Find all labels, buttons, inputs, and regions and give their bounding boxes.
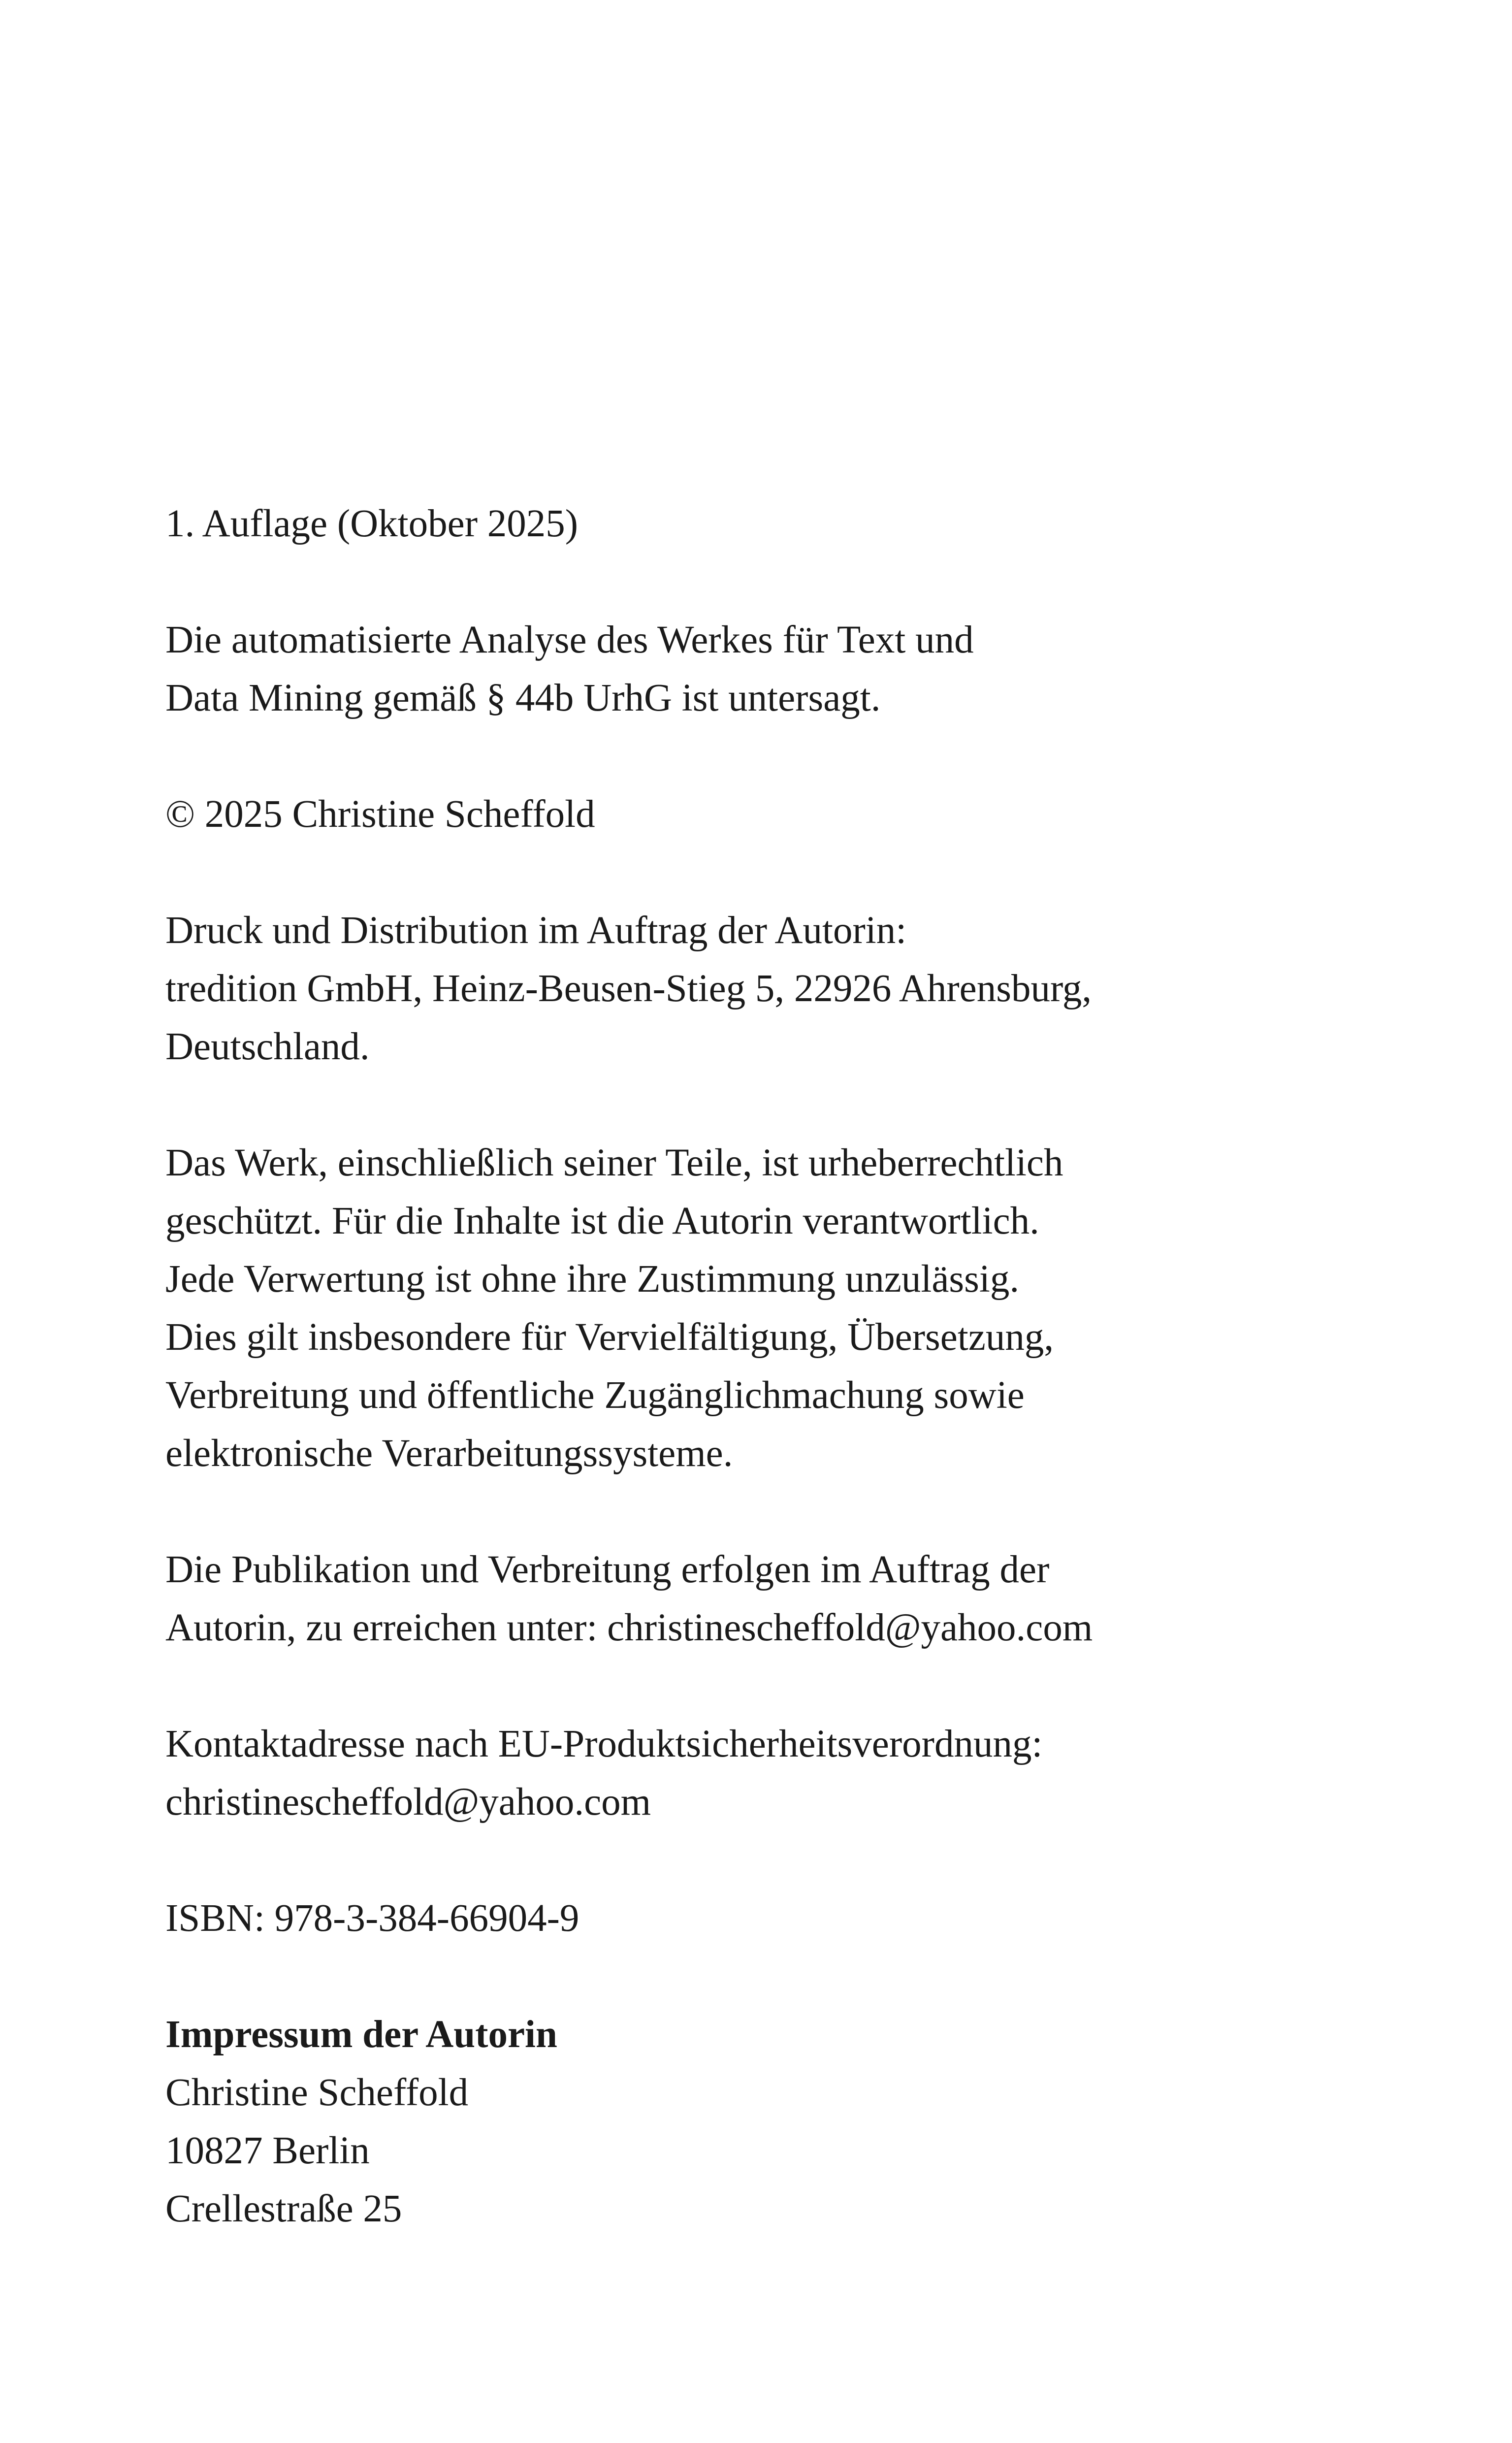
imprint-block: [165, 2006, 1347, 2238]
contact-notice: [165, 1715, 1347, 1831]
tdm-notice-line: Die automatisierte Analyse des Werkes für Text und: [165, 619, 974, 661]
imprint-page: [165, 495, 1347, 2238]
distribution-line: Deutschland.: [165, 1025, 370, 1068]
copyright-notice: [165, 785, 1347, 844]
rights-line: Verbreitung und öffentliche Zugänglichmachung sowie: [165, 1374, 1025, 1417]
rights-line: geschützt. Für die Inhalte ist die Autorin verantwortlich.: [165, 1200, 1039, 1242]
edition-line: [165, 495, 1347, 553]
imprint-city: 10827 Berlin: [165, 2129, 370, 2172]
rights-notice: [165, 1134, 1347, 1483]
contact-email: christinescheffold@yahoo.com: [165, 1781, 651, 1824]
rights-line: Jede Verwertung ist ohne ihre Zustimmung unzulässig.: [165, 1258, 1020, 1301]
distribution-line: tredition GmbH, Heinz-Beusen-Stieg 5, 22926 Ahrensburg,: [165, 967, 1092, 1010]
isbn-line: [165, 1889, 1347, 1948]
tdm-notice-line: Data Mining gemäß § 44b UrhG ist untersagt.: [165, 677, 881, 719]
rights-line: Das Werk, einschließlich seiner Teile, ist urheberrechtlich: [165, 1141, 1063, 1184]
contact-line: Kontaktadresse nach EU-Produktsicherheitsverordnung:: [165, 1723, 1043, 1765]
imprint-street: Crellestraße 25: [165, 2187, 402, 2230]
publication-line: Die Publikation und Verbreitung erfolgen im Auftrag der: [165, 1548, 1050, 1591]
distribution-line: Druck und Distribution im Auftrag der Autorin:: [165, 909, 907, 952]
imprint-name: Christine Scheffold: [165, 2071, 469, 2114]
publication-notice: [165, 1541, 1347, 1657]
rights-line: Dies gilt insbesondere für Vervielfältigung, Übersetzung,: [165, 1316, 1054, 1359]
tdm-notice: [165, 611, 1347, 727]
publication-line: Autorin, zu erreichen unter: christinescheffold@yahoo.com: [165, 1606, 1093, 1649]
imprint-heading: Impressum der Autorin: [165, 2013, 557, 2056]
rights-line: elektronische Verarbeitungssysteme.: [165, 1432, 733, 1475]
isbn-text: ISBN: 978-3-384-66904-9: [165, 1897, 579, 1940]
copyright-text: © 2025 Christine Scheffold: [165, 793, 595, 836]
distribution-notice: [165, 902, 1347, 1076]
edition-text: 1. Auflage (Oktober 2025): [165, 502, 579, 545]
